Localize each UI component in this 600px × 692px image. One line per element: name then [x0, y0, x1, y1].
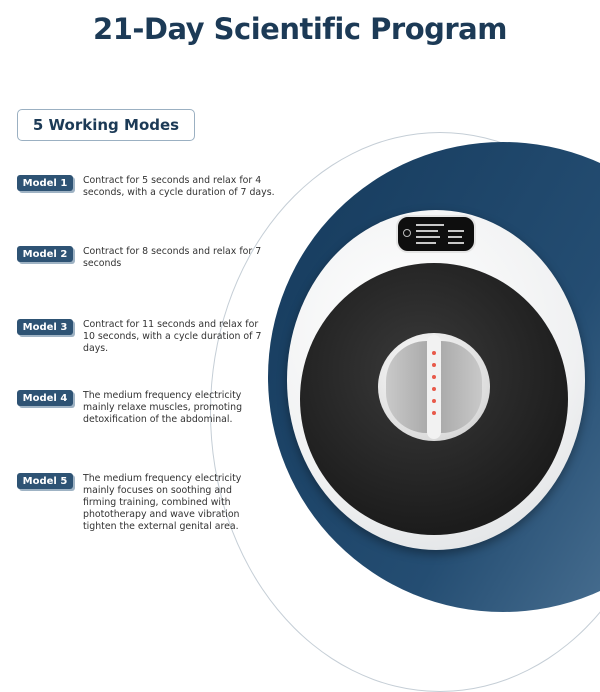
page-title: 21-Day Scientific Program [93, 12, 507, 46]
mode-badge: Model 3 [17, 319, 73, 335]
mode-item [17, 473, 253, 533]
mode-description: Contract for 11 seconds and relax for 10 seconds, with a cycle duration of 7 days. [83, 319, 262, 354]
display-readout-line [416, 224, 444, 226]
mode-item [17, 246, 293, 270]
indicator-light [432, 387, 436, 391]
display-readout-line [416, 242, 436, 244]
mode-description: The medium frequency electricity mainly relaxe muscles, promoting detoxification of the abdominal. [83, 390, 243, 425]
display-readout-line [416, 230, 438, 232]
display-readout-line [416, 236, 440, 238]
display-readout-line [448, 242, 464, 244]
mode-badge: Model 1 [17, 175, 73, 191]
mode-item [17, 175, 293, 199]
section-heading: 5 Working Modes [17, 109, 195, 141]
electrode-right [438, 341, 482, 433]
mode-badge: Model 4 [17, 390, 73, 406]
mode-badge: Model 2 [17, 246, 73, 262]
indicator-light [432, 351, 436, 355]
mode-item [17, 390, 258, 426]
mode-description: Contract for 8 seconds and relax for 7 seconds [83, 246, 262, 269]
mode-item [17, 319, 268, 355]
indicator-light [432, 411, 436, 415]
indicator-light [432, 363, 436, 367]
mode-description: The medium frequency electricity mainly focuses on soothing and firming training, combined with phototherapy and wave vibration tighten the external genital area. [83, 473, 242, 532]
display-readout-line [448, 230, 464, 232]
mode-badge: Model 5 [17, 473, 73, 489]
mode-description: Contract for 5 seconds and relax for 4 seconds, with a cycle duration of 7 days. [83, 175, 275, 198]
device-center-electrode [378, 333, 490, 441]
device-display [396, 215, 476, 253]
electrode-left [386, 341, 430, 433]
power-icon [403, 229, 411, 237]
indicator-light [432, 399, 436, 403]
display-readout-line [448, 236, 462, 238]
indicator-light [432, 375, 436, 379]
